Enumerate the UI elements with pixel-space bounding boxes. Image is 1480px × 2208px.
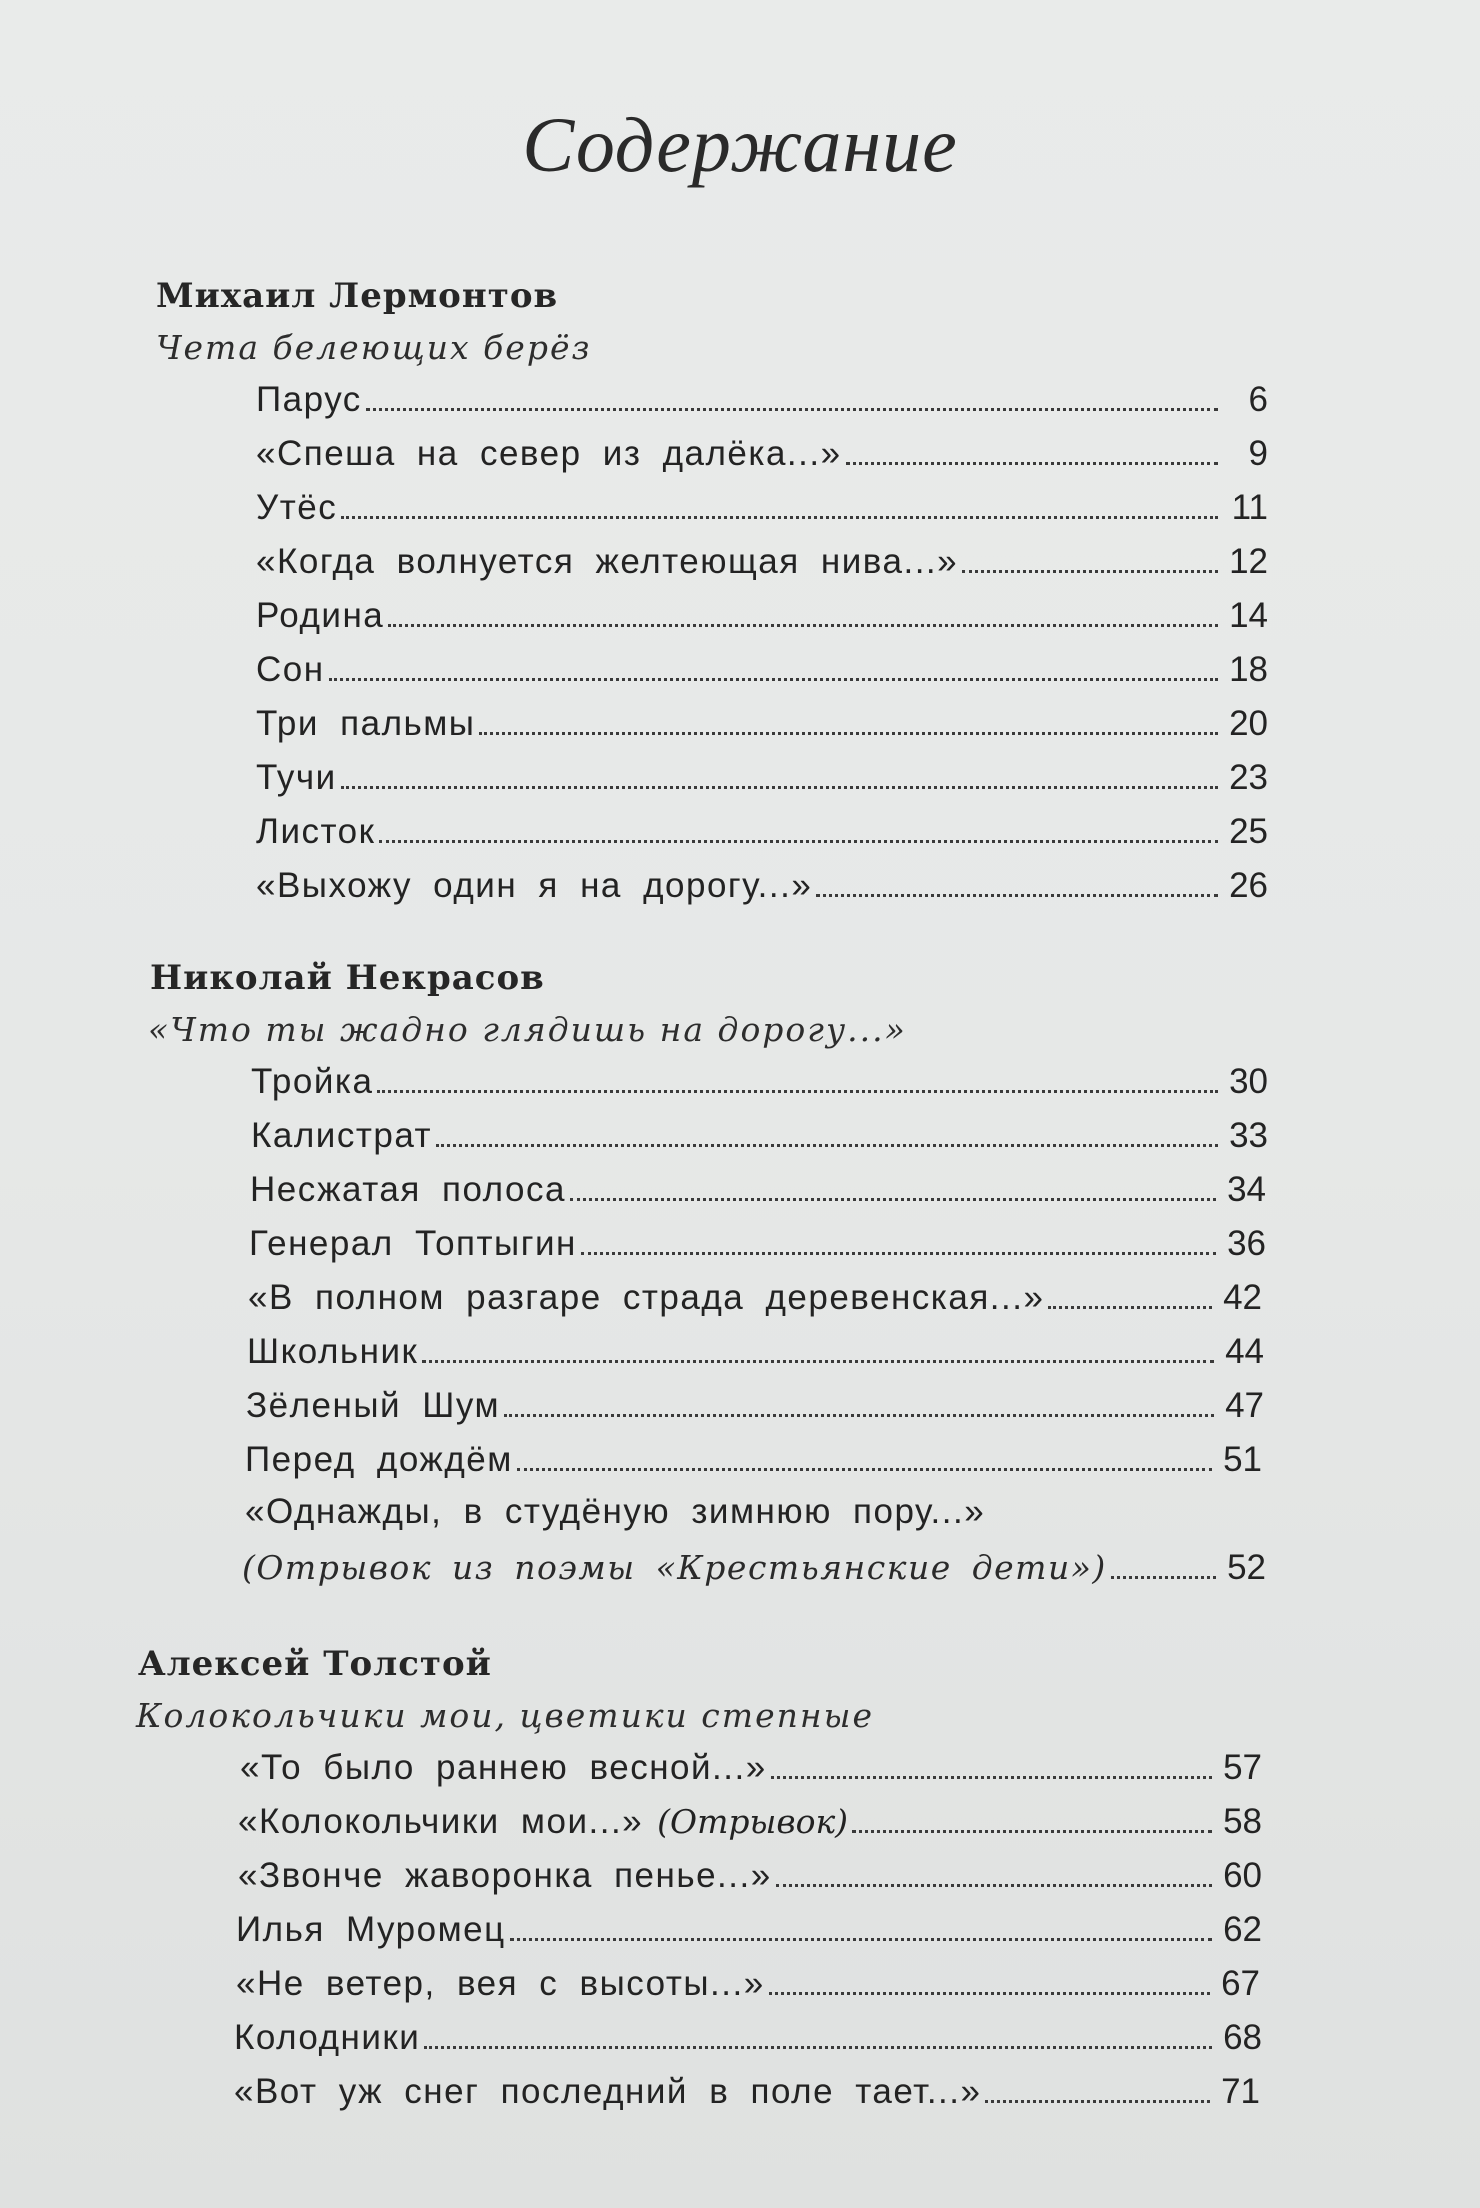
section-nekrasov — [0, 952, 1480, 1596]
toc-entry[interactable] — [0, 1218, 1480, 1272]
dot-leader — [852, 1830, 1212, 1833]
author-name: Алексей Толстой — [138, 1644, 492, 1684]
toc-entry[interactable] — [0, 428, 1480, 482]
page-number: 42 — [1223, 1278, 1262, 1317]
page-title: Содержание — [522, 101, 958, 188]
toc-entry-multiline[interactable] — [0, 1488, 1480, 1596]
toc-entry[interactable] — [0, 1904, 1480, 1958]
dot-leader — [846, 462, 1218, 465]
entry-title: Утёс — [256, 488, 338, 527]
toc-list — [0, 1056, 1480, 1596]
page-number: 14 — [1229, 596, 1268, 635]
dot-leader — [479, 732, 1218, 735]
entry-note: (Отрывок) — [657, 1802, 849, 1841]
entry-title: «Выхожу один я на дорогу...» — [256, 866, 813, 905]
dot-leader — [776, 1884, 1212, 1887]
entry-title: «В полном разгаре страда деревенская...» — [248, 1278, 1045, 1317]
page-number: 58 — [1223, 1802, 1262, 1841]
toc-entry[interactable] — [0, 536, 1480, 590]
entry-title: Илья Муромец — [236, 1910, 506, 1949]
dot-leader — [816, 894, 1218, 897]
dot-leader — [570, 1198, 1216, 1201]
page-number: 33 — [1229, 1116, 1268, 1155]
dot-leader — [424, 2046, 1212, 2049]
toc-list — [0, 374, 1480, 914]
toc-entry[interactable] — [0, 1272, 1480, 1326]
page-number: 67 — [1221, 1964, 1260, 2003]
page-number: 47 — [1225, 1386, 1264, 1425]
page-number: 57 — [1223, 1748, 1262, 1787]
entry-title: «Звонче жаворонка пенье...» — [238, 1856, 772, 1895]
entry-title: Зёленый Шум — [246, 1386, 500, 1425]
page-number: 68 — [1223, 2018, 1262, 2057]
dot-leader — [436, 1144, 1218, 1147]
page-number: 11 — [1231, 488, 1268, 527]
entry-title: Колодники — [234, 2018, 421, 2057]
entry-title: «Однажды, в студёную зимнюю пору...» — [245, 1492, 986, 1531]
toc-entry[interactable] — [0, 374, 1480, 428]
dot-leader — [1048, 1306, 1212, 1309]
toc-entry[interactable] — [0, 752, 1480, 806]
page-number: 34 — [1227, 1170, 1266, 1209]
dot-leader — [581, 1252, 1216, 1255]
dot-leader — [379, 840, 1218, 843]
toc-entry[interactable] — [0, 860, 1480, 914]
dot-leader — [510, 1938, 1212, 1941]
entry-title: «Спеша на север из далёка...» — [256, 434, 842, 473]
entry-title: «Колокольчики мои...» — [238, 1802, 644, 1841]
collection-title: Колокольчики мои, цветики степные — [136, 1696, 874, 1735]
entry-title: «Вот уж снег последний в поле тает...» — [234, 2072, 982, 2111]
toc-entry[interactable] — [0, 806, 1480, 860]
entry-title: «Когда волнуется желтеющая нива...» — [256, 542, 959, 581]
page-number: 6 — [1248, 380, 1268, 419]
toc-entry[interactable] — [0, 1796, 1480, 1850]
page-number: 30 — [1229, 1062, 1268, 1101]
dot-leader — [422, 1360, 1214, 1363]
dot-leader — [771, 1776, 1212, 1779]
dot-leader — [769, 1992, 1210, 1995]
toc-entry[interactable] — [0, 1434, 1480, 1488]
toc-entry[interactable] — [0, 482, 1480, 536]
toc-list — [0, 1742, 1480, 2120]
toc-entry[interactable] — [0, 1164, 1480, 1218]
page-number: 25 — [1229, 812, 1268, 851]
entry-title: Тучи — [256, 758, 337, 797]
entry-title: Парус — [256, 380, 362, 419]
dot-leader — [329, 678, 1218, 681]
entry-title: «То было раннею весной...» — [240, 1748, 767, 1787]
page-number: 18 — [1229, 650, 1268, 689]
entry-title: Несжатая полоса — [250, 1170, 566, 1209]
toc-entry[interactable] — [0, 1326, 1480, 1380]
collection-title: Чета белеющих берёз — [156, 328, 592, 367]
dot-leader — [341, 786, 1218, 789]
section-tolstoy — [0, 1638, 1480, 2120]
dot-leader — [517, 1468, 1212, 1471]
dot-leader — [388, 624, 1218, 627]
dot-leader — [341, 516, 1218, 519]
page-number: 12 — [1229, 542, 1268, 581]
entry-title: Тройка — [251, 1062, 374, 1101]
page-number: 26 — [1229, 866, 1268, 905]
page-number: 9 — [1248, 434, 1268, 473]
toc-entry[interactable] — [0, 1380, 1480, 1434]
entry-title: Школьник — [247, 1332, 419, 1371]
page-number: 36 — [1227, 1224, 1266, 1263]
page-number: 71 — [1221, 2072, 1260, 2111]
toc-entry[interactable] — [0, 1742, 1480, 1796]
entry-title: Перед дождём — [245, 1440, 513, 1479]
page-number: 20 — [1229, 704, 1268, 743]
author-name: Николай Некрасов — [150, 958, 545, 998]
entry-title: Родина — [256, 596, 385, 635]
entry-title: Калистрат — [251, 1116, 433, 1155]
page-number: 44 — [1225, 1332, 1264, 1371]
toc-entry[interactable] — [0, 698, 1480, 752]
dot-leader — [504, 1414, 1214, 1417]
toc-entry[interactable] — [0, 2012, 1480, 2066]
page-number: 60 — [1223, 1856, 1262, 1895]
dot-leader — [962, 570, 1218, 573]
dot-leader — [985, 2100, 1210, 2103]
page-number: 23 — [1229, 758, 1268, 797]
entry-title: Генерал Топтыгин — [249, 1224, 577, 1263]
toc-entry[interactable] — [0, 1110, 1480, 1164]
page-number: 51 — [1223, 1440, 1262, 1479]
entry-title: Три пальмы — [256, 704, 476, 743]
toc-entry[interactable] — [0, 2066, 1480, 2120]
dot-leader — [366, 408, 1218, 411]
toc-entry[interactable] — [0, 644, 1480, 698]
collection-title: «Что ты жадно глядишь на дорогу...» — [148, 1010, 907, 1049]
toc-entry[interactable] — [0, 1958, 1480, 2012]
entry-title: «Не ветер, вея с высоты...» — [236, 1964, 765, 2003]
entry-subnote: (Отрывок из поэмы «Крестьянские дети») — [242, 1548, 1107, 1587]
toc-entry[interactable] — [0, 1850, 1480, 1904]
page-number: 62 — [1223, 1910, 1262, 1949]
entry-title: Листок — [256, 812, 376, 851]
page-number: 52 — [1227, 1548, 1266, 1587]
toc-entry[interactable] — [0, 590, 1480, 644]
section-lermontov — [0, 270, 1480, 914]
author-name: Михаил Лермонтов — [156, 276, 559, 316]
toc-entry[interactable] — [0, 1056, 1480, 1110]
entry-title: Сон — [256, 650, 325, 689]
dot-leader — [377, 1090, 1218, 1093]
dot-leader — [1111, 1576, 1216, 1579]
